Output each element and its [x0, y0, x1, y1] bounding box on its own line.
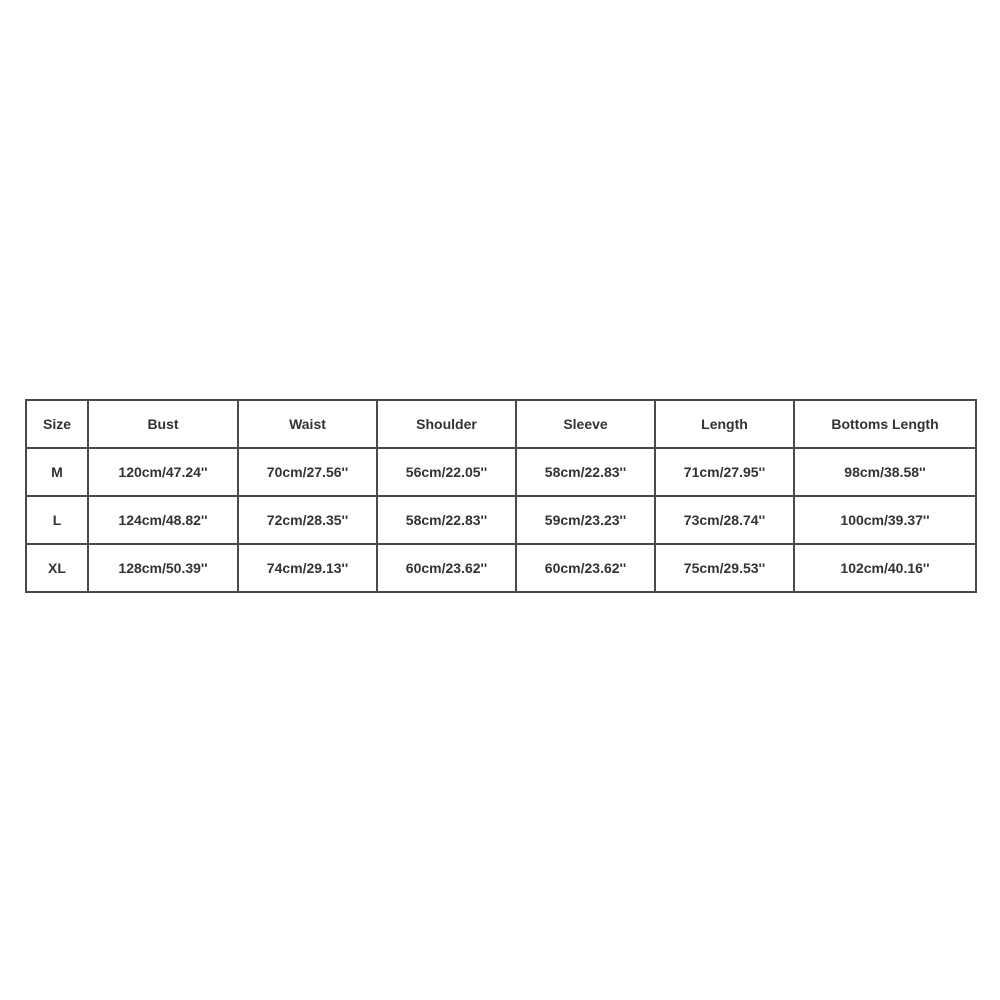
- waist-cell: 74cm/29.13'': [238, 544, 377, 592]
- header-cell: Length: [655, 400, 794, 448]
- header-cell: Sleeve: [516, 400, 655, 448]
- waist-cell: 72cm/28.35'': [238, 496, 377, 544]
- size-cell: XL: [26, 544, 88, 592]
- bottoms-length-cell: 100cm/39.37'': [794, 496, 976, 544]
- bust-cell: 120cm/47.24'': [88, 448, 238, 496]
- table-row: [26, 448, 976, 496]
- bottoms-length-cell: 98cm/38.58'': [794, 448, 976, 496]
- waist-cell: 70cm/27.56'': [238, 448, 377, 496]
- header-cell: Size: [26, 400, 88, 448]
- shoulder-cell: 60cm/23.62'': [377, 544, 516, 592]
- header-cell: Bottoms Length: [794, 400, 976, 448]
- bust-cell: 128cm/50.39'': [88, 544, 238, 592]
- sleeve-cell: 59cm/23.23'': [516, 496, 655, 544]
- header-cell: Bust: [88, 400, 238, 448]
- table-header-row: [26, 400, 976, 448]
- size-cell: M: [26, 448, 88, 496]
- table-row: [26, 496, 976, 544]
- size-chart-table: [25, 399, 977, 593]
- sleeve-cell: 58cm/22.83'': [516, 448, 655, 496]
- bust-cell: 124cm/48.82'': [88, 496, 238, 544]
- length-cell: 75cm/29.53'': [655, 544, 794, 592]
- bottoms-length-cell: 102cm/40.16'': [794, 544, 976, 592]
- shoulder-cell: 56cm/22.05'': [377, 448, 516, 496]
- header-cell: Shoulder: [377, 400, 516, 448]
- header-cell: Waist: [238, 400, 377, 448]
- sleeve-cell: 60cm/23.62'': [516, 544, 655, 592]
- length-cell: 73cm/28.74'': [655, 496, 794, 544]
- size-cell: L: [26, 496, 88, 544]
- length-cell: 71cm/27.95'': [655, 448, 794, 496]
- table-row: [26, 544, 976, 592]
- shoulder-cell: 58cm/22.83'': [377, 496, 516, 544]
